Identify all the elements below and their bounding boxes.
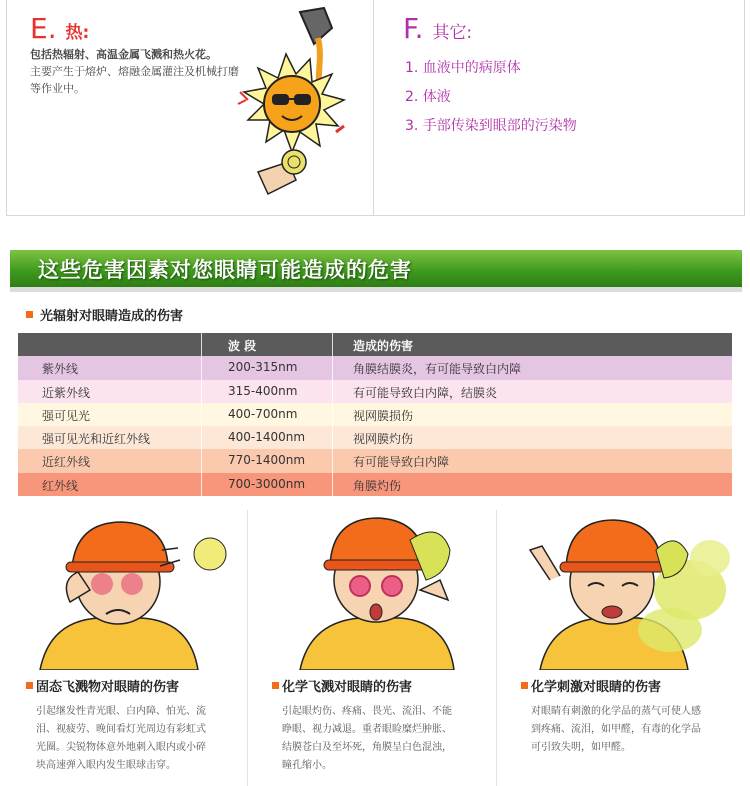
other-letter: F.: [403, 12, 424, 45]
cell-name: 近紫外线: [42, 385, 91, 400]
card-line: 引起眼灼伤、疼痛、畏光、流泪、不能: [282, 706, 452, 717]
cell-name: 强可见光: [42, 408, 91, 423]
column-divider: [201, 333, 202, 496]
column-divider: [332, 333, 333, 496]
card-line: 泪、视疲劳、晚间看灯光周边有彩虹式: [36, 724, 206, 735]
cell-harm: 视网膜灼伤: [353, 432, 414, 447]
table-row: [18, 403, 732, 426]
heat-desc: 主要产生于熔炉、熔融金属灌注及机械打磨等作业中。: [30, 65, 239, 95]
banner-title: 这些危害因素对您眼睛可能造成的危害: [38, 258, 412, 282]
other-title: [403, 12, 472, 45]
cell-band: 400-700nm: [228, 406, 298, 421]
card-line: 引起继发性青光眼、白内障、怕光、流: [36, 706, 206, 717]
bullet-icon: [272, 682, 279, 689]
bullet-icon: [521, 682, 528, 689]
card-splash-text: [282, 703, 487, 775]
card-fumes-text: [531, 703, 736, 757]
table-row: [18, 380, 732, 403]
worker-fumes-icon: [520, 510, 735, 670]
table-row: [18, 356, 732, 379]
card-line: 光圈。尖锐物体意外地刺入眼内或小碎: [36, 742, 206, 753]
table-body: [18, 356, 732, 496]
light-table: [18, 333, 732, 496]
cell-harm: 有可能导致白内障: [353, 455, 450, 470]
light-heading: 光辐射对眼睛造成的伤害: [40, 309, 184, 324]
header-harm: 造成的伤害: [353, 339, 414, 353]
other-item-2: 2. 体液: [405, 89, 451, 105]
heat-description: [30, 46, 240, 97]
cell-band: 700-3000nm: [228, 476, 306, 491]
cell-name: 紫外线: [42, 362, 79, 377]
other-label: 其它:: [432, 23, 473, 43]
card-line: 到疼痛、流泪，如甲醛，有毒的化学品: [531, 724, 701, 735]
banner-shadow: [10, 287, 742, 292]
worker-eye-injury-icon: [30, 510, 230, 670]
card-solid-text: [36, 703, 241, 775]
top-panels: [6, 0, 745, 216]
table-row: [18, 449, 732, 472]
worker-chemical-splash-icon: [280, 510, 480, 670]
cell-name: 近红外线: [42, 455, 91, 470]
card-line: 结膜苍白及至坏死，角膜呈白色混浊，: [282, 742, 452, 753]
table-row: [18, 473, 732, 496]
card-divider: [496, 510, 497, 786]
bullet-icon: [26, 682, 33, 689]
header-band: 波 段: [228, 339, 257, 353]
card-line: 可引致失明，如甲醛。: [531, 742, 631, 753]
card-line: 对眼睛有刺激的化学品的蒸气可使人感: [531, 706, 701, 717]
table-row: [18, 426, 732, 449]
top-divider: [373, 0, 374, 216]
card-divider: [247, 510, 248, 786]
cell-band: 200-315nm: [228, 360, 298, 375]
card-fumes-title: 化学刺激对眼睛的伤害: [531, 680, 662, 695]
cell-harm: 视网膜损伤: [353, 408, 414, 423]
cell-harm: 角膜结膜炎，有可能导致白内障: [353, 362, 522, 377]
heat-title: [30, 12, 89, 45]
cell-harm: 有可能导致白内障，结膜炎: [353, 385, 498, 400]
card-line: 瞳孔缩小。: [282, 760, 332, 771]
cell-harm: 角膜灼伤: [353, 478, 402, 493]
cell-name: 强可见光和近红外线: [42, 432, 151, 447]
heat-label: 热:: [65, 23, 90, 43]
bullet-icon: [26, 311, 33, 318]
cell-band: 315-400nm: [228, 383, 298, 398]
table-header: [18, 333, 732, 356]
card-splash-title: 化学飞溅对眼睛的伤害: [282, 680, 413, 695]
heat-desc-bold: 包括热辐射、高温金属飞溅和热火花。: [30, 48, 217, 61]
heat-letter: E.: [30, 12, 57, 45]
card-solid-title: 固态飞溅物对眼睛的伤害: [36, 680, 180, 695]
other-item-3: 3. 手部传染到眼部的污染物: [405, 118, 577, 134]
cell-name: 红外线: [42, 478, 79, 493]
other-item-1: 1. 血液中的病原体: [405, 60, 521, 76]
cell-band: 770-1400nm: [228, 453, 306, 468]
sun-with-goggles-icon: [228, 4, 358, 204]
card-line: 睁眼、视力减退。重者眼睑糜烂肿胀、: [282, 724, 452, 735]
cell-band: 400-1400nm: [228, 430, 306, 445]
card-line: 块高速弹入眼内发生眼球击穿。: [36, 760, 176, 771]
